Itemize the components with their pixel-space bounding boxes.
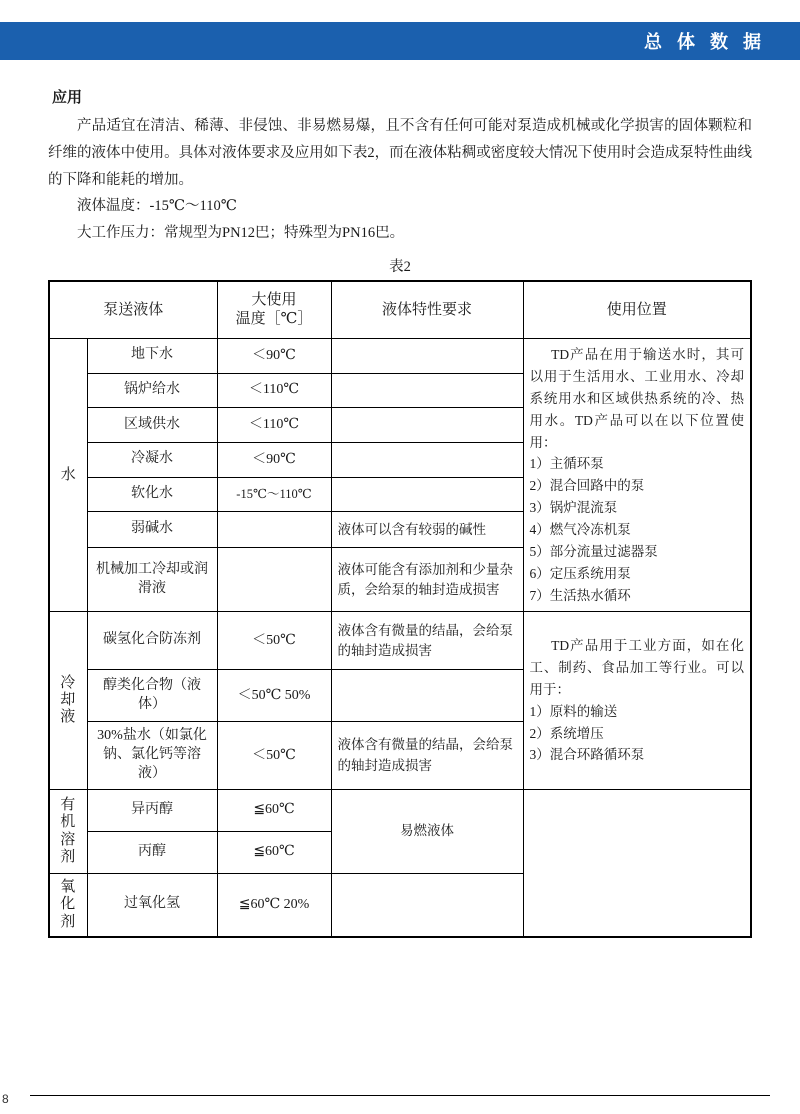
liquid-name: 机械加工冷却或润滑液: [87, 548, 217, 612]
usage-cell-coolant: [523, 612, 751, 790]
table-row: [49, 612, 751, 670]
liquid-name: 地下水: [87, 339, 217, 374]
liquid-property: 易燃液体: [331, 790, 523, 874]
liquid-property: 液体可以含有较弱的碱性: [331, 512, 523, 548]
usage-intro: TD产品用于工业方面，如在化工、制药、食品加工等行业。可以用于：: [529, 638, 744, 697]
liquid-name: 锅炉给水: [87, 373, 217, 408]
usage-cell-water: [523, 339, 751, 612]
liquid-property: [331, 408, 523, 443]
table-row: [49, 790, 751, 832]
usage-item: 1）原料的输送: [529, 703, 618, 719]
usage-item: 1）主循环泵: [529, 456, 604, 472]
liquid-name: 软化水: [87, 477, 217, 512]
usage-item: 2）系统增压: [529, 725, 604, 741]
liquid-temperature: [217, 512, 331, 548]
liquid-property: [331, 373, 523, 408]
usage-item: 3）混合环路循环泵: [529, 747, 645, 763]
group-label-oxidant: 氧化剂: [49, 874, 87, 937]
usage-item: 7）生活热水循环: [529, 587, 631, 603]
usage-intro: TD产品在用于输送水时，其可以用于生活用水、工业用水、冷却系统用水和区域供热系统的冷、热用水。TD产品可以在以下位置使用：: [529, 347, 744, 450]
usage-item: 6）定压系统用泵: [529, 565, 631, 581]
group-label-water: 水: [49, 339, 87, 612]
liquid-name: 碳氢化合防冻剂: [87, 612, 217, 670]
usage-cell-empty: [523, 790, 751, 937]
liquid-temperature: ＜50℃ 50%: [217, 670, 331, 722]
liquid-property: [331, 670, 523, 722]
section-paragraph: 产品适宜在清洁、稀薄、非侵蚀、非易燃易爆，且不含有任何可能对泵造成机械或化学损害的固体颗粒和纤维的液体中使用。具体对液体要求及应用如下表2，而在液体粘稠或密度较大情况下使用时会造成泵特性曲线的下降和能耗的增加。: [48, 118, 752, 188]
group-label-coolant: 冷却液: [49, 612, 87, 790]
liquid-property: [331, 874, 523, 937]
liquid-name: 过氧化氢: [87, 874, 217, 937]
liquid-temperature: [217, 548, 331, 612]
liquid-temperature: ＜110℃: [217, 408, 331, 443]
column-header-temperature-line2: 温度［℃］: [235, 311, 313, 328]
liquid-temperature: ＜50℃: [217, 722, 331, 790]
usage-item: 5）部分流量过滤器泵: [529, 543, 658, 559]
usage-item: 2）混合回路中的泵: [529, 478, 645, 494]
page-header-title: 总 体 数 据: [643, 32, 766, 52]
section-heading: 应用: [52, 89, 83, 106]
page-number: 8: [2, 1092, 9, 1106]
page-content: [48, 86, 752, 938]
liquid-name: 醇类化合物（液体）: [87, 670, 217, 722]
liquid-property: [331, 442, 523, 477]
footer-divider: [30, 1095, 770, 1096]
liquid-property: [331, 339, 523, 374]
liquid-name: 弱碱水: [87, 512, 217, 548]
liquid-property: [331, 477, 523, 512]
column-header-liquid: 泵送液体: [49, 281, 217, 339]
liquid-temperature: -15℃～110℃: [217, 477, 331, 512]
liquid-temperature: ≦60℃: [217, 790, 331, 832]
liquid-property: 液体含有微量的结晶，会给泵的轴封造成损害: [331, 612, 523, 670]
liquid-property: 液体含有微量的结晶，会给泵的轴封造成损害: [331, 722, 523, 790]
liquid-name: 区域供水: [87, 408, 217, 443]
liquid-temperature: ＜90℃: [217, 442, 331, 477]
group-label-organic-solvent: 有机溶剂: [49, 790, 87, 874]
liquid-temperature: ＜50℃: [217, 612, 331, 670]
table-row: [49, 339, 751, 374]
liquid-name: 异丙醇: [87, 790, 217, 832]
liquid-temperature: ＜90℃: [217, 339, 331, 374]
liquid-property: 液体可能含有添加剂和少量杂质，会给泵的轴封造成损害: [331, 548, 523, 612]
page-header-bar: [0, 22, 800, 60]
column-header-usage: 使用位置: [523, 281, 751, 339]
liquid-name: 冷凝水: [87, 442, 217, 477]
specification-table: [48, 280, 752, 938]
liquid-name: 丙醇: [87, 832, 217, 874]
table-caption: 表2: [389, 259, 411, 276]
table-header-row: [49, 281, 751, 339]
liquid-name: 30%盐水（如氯化钠、氯化钙等溶液）: [87, 722, 217, 790]
liquid-temperature: ＜110℃: [217, 373, 331, 408]
usage-item: 3）锅炉混流泵: [529, 500, 618, 516]
column-header-temperature-line1: 大使用: [251, 292, 297, 309]
liquid-temperature-line: 液体温度：-15℃～110℃: [77, 198, 237, 215]
column-header-properties: 液体特性要求: [331, 281, 523, 339]
liquid-temperature: ≦60℃: [217, 832, 331, 874]
usage-item: 4）燃气冷冻机泵: [529, 521, 631, 537]
column-header-temperature: [217, 281, 331, 339]
working-pressure-line: 大工作压力：常规型为PN12巴；特殊型为PN16巴。: [77, 225, 405, 242]
liquid-temperature: ≦60℃ 20%: [217, 874, 331, 937]
